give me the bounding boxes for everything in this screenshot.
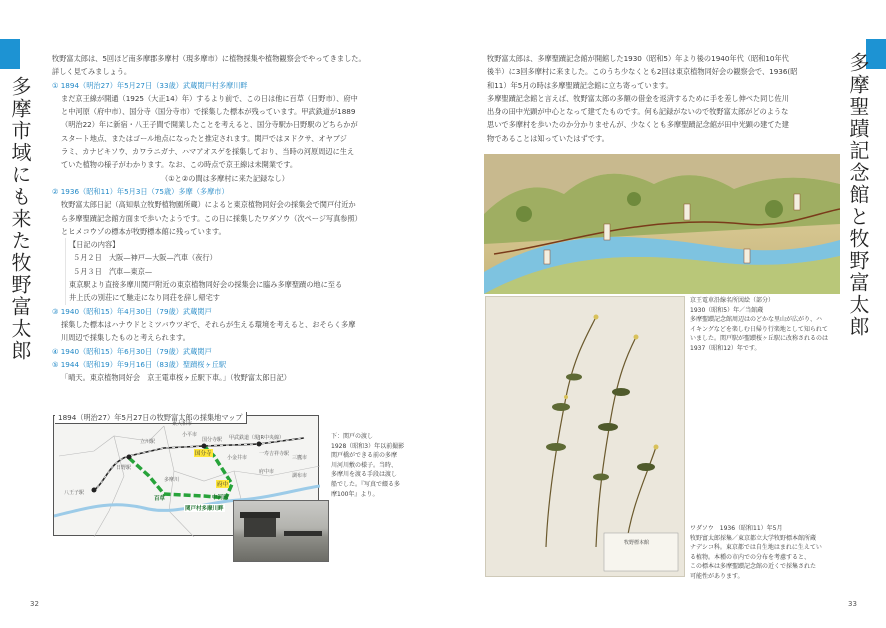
- station-dot: [202, 444, 207, 449]
- specimen-caption-line: る植物。本種の市内での分布を考慮すると、: [690, 553, 811, 561]
- leaf: [612, 388, 630, 396]
- right-page-number: 33: [848, 600, 857, 608]
- visit-1-line: （明治22）年に新宿・八王子間で開業したことを考えると、国分寺駅か日野駅のどちらかが: [61, 120, 358, 130]
- right-page-title: 多摩聖蹟記念館と牧野富太郎: [846, 52, 870, 338]
- specimen-drawing: [486, 297, 686, 578]
- station-dot: [257, 442, 262, 447]
- visit-2-line: ら多摩聖蹟記念館方面まで歩いたようです。この日に採集したワダソウ（次ページ写真参照）: [61, 213, 362, 223]
- photo-caption: [331, 432, 404, 499]
- map-label-koganei: 小金井市: [227, 455, 248, 461]
- visit-1-line: スタート地点、またはゴール地点になったと推定されます。関戸ではヌドクサ、オヤブジ: [61, 133, 347, 143]
- photo-boat: [284, 531, 322, 536]
- map-label-higashiyamato: 東大和市: [172, 421, 193, 427]
- map-label-mitaka: 三鷹市: [292, 455, 308, 461]
- visit-3-line: 採集した標本はハナウドとミツバウツギで、それらが生える環境を考えると、おそらく多摩: [61, 319, 356, 329]
- left-body-text: [52, 52, 412, 384]
- birdseye-drawing: [484, 154, 840, 294]
- right-body-line: 思いで多摩村を歩いたのか分かりませんが、少なくとも多摩聖蹟記念館が田中光顕の建てた建: [487, 120, 789, 130]
- map-label-fuchu-city: 府中市: [259, 469, 275, 475]
- specimen-label-text: 牧野標本館: [624, 540, 650, 546]
- leaf: [593, 474, 609, 481]
- map-label-sekido: 関戸村多摩川畔: [185, 506, 224, 512]
- visit-2-line: とヒメコウゾの標本が牧野標本館に残っています。: [61, 226, 226, 236]
- visit-5-quote: 「晴天。東京植物同好会 京王電車桜ヶ丘駅下車。」（牧野富太郎日記）: [61, 373, 291, 383]
- tree-cluster: [516, 206, 532, 222]
- intro-line-1: 牧野富太郎は、5回ほど南多摩郡多摩村（現多摩市）に植物採集や植物観察会でやってきました。: [52, 54, 366, 63]
- visit-5-heading: ⑤ 1944（昭和19）年9月16日（83歳）聖蹟桜ヶ丘駅: [52, 359, 227, 369]
- visit-gap-note: （①と②の間は多摩村に来た記録なし）: [161, 173, 289, 183]
- map-label-hachioji: 八王子駅: [64, 490, 85, 496]
- right-body-line: 牧野富太郎は、多摩聖蹟記念館が開館した1930（昭和5）年より後の1940年代（昭和10年代: [487, 54, 789, 63]
- station-dot: [92, 488, 97, 493]
- birdseye-caption-line: 1937（昭和12）年です。: [690, 344, 761, 352]
- specimen-caption: [690, 524, 822, 582]
- badge-fuchu: 府中: [217, 482, 229, 488]
- left-page-number: 32: [30, 600, 39, 608]
- map-label-chofu: 調布市: [292, 473, 308, 479]
- birdseye-caption-line: 1930（昭和5）年／当館蔵: [690, 306, 764, 314]
- specimen-caption-line: 牧野富太郎採集／東京都立大学牧野標本館所蔵: [690, 534, 817, 542]
- birdseye-caption-line: イキングなどを楽しむ日帰り行楽地として知られて: [690, 325, 828, 333]
- visit-1-line: ていた植物の様子がわかります。なお、この時点で京王線は未開業です。: [61, 160, 298, 170]
- map-label-mogusa: 百草: [154, 496, 166, 502]
- visit-2-line: 牧野富太郎日記（高知県立牧野植物園所蔵）によると東京植物同好会の採集会で関戸付近か: [61, 200, 356, 210]
- diary-box: [65, 238, 412, 304]
- diary-line: 東京駅より直接多摩川関戸附近の東京植物同好会の採集会に臨み多摩聖蹟の地に至る: [69, 280, 343, 290]
- photo-caption-line: 多摩川を渡る手段は渡し: [331, 471, 398, 479]
- visit-4-heading: ④ 1940（昭和15）年6月30日（79歳）武蔵関戸: [52, 346, 212, 356]
- map-label-river: 多摩川: [164, 477, 180, 483]
- diary-line: ５月２日 大阪—神戸—大阪—汽車（夜行）: [73, 253, 217, 263]
- plant-stem: [546, 317, 596, 547]
- label-tag: [544, 250, 550, 264]
- diary-line: ５月３日 汽車—東京—: [73, 266, 153, 276]
- flower: [564, 395, 568, 399]
- visit-2-heading: ② 1936（昭和11）年5月3日（75歳）多摩（多摩市）: [52, 186, 229, 196]
- birdseye-caption: [690, 296, 828, 354]
- photo-hut-roof: [240, 512, 280, 518]
- map-label-nakagawara: 中河原: [212, 495, 229, 501]
- leaf: [637, 463, 655, 471]
- photo-caption-line: 船でした。『写真で綴る多: [331, 480, 401, 488]
- visit-1-line: ラミ、カナビキソウ、カワラニガナ、ハマアオスゲを採集しており、当時の河原周辺に生え: [61, 147, 355, 157]
- collection-route: [129, 446, 232, 498]
- tree-cluster: [765, 200, 783, 218]
- photo-caption-line: 下：関戸の渡し: [331, 433, 374, 440]
- right-body-line: 出身の田中光顕が中心となって建てたものです。何も記録がないので牧野富太郎がどのような: [487, 107, 789, 117]
- right-body-line: 物であることは知っていたはずです。: [487, 133, 609, 143]
- specimen-caption-line: 可能性があります。: [690, 572, 744, 580]
- map-label-station: 一寿吉祥寺駅: [259, 451, 290, 457]
- map-label-hino: 日野駅: [116, 465, 132, 471]
- birdseye-caption-line: いました。関戸駅が聖蹟桜ヶ丘駅に改称されるのは: [690, 335, 829, 343]
- birdseye-caption-line: 京王電車沿線名所図絵（部分）: [690, 297, 775, 304]
- photo-hut: [244, 517, 276, 537]
- tree-cluster: [627, 192, 641, 206]
- right-body-line: 後半）に3回多摩村に来ました。このうち少なくとも2回は東京植物同好会の観察会で、1936(昭: [487, 67, 798, 77]
- sekido-ferry-photo: [233, 500, 329, 562]
- leaf: [546, 443, 566, 451]
- birdseye-illustration: [484, 154, 840, 294]
- diary-label: 【日記の内容】: [69, 240, 120, 250]
- station-dot: [127, 455, 132, 460]
- photo-caption-line: 摩100年』より。: [331, 490, 379, 498]
- map-label-kodaira: 小平市: [182, 432, 198, 438]
- plant-stem: [596, 337, 636, 547]
- diary-line: 井上氏の別荘にて馳走になり同荘を辞し帰宅す: [69, 293, 220, 303]
- map-title: 1894（明治27）年5月27日の牧野富太郎の採集地マップ: [55, 412, 247, 424]
- map-label-kokubunji-station: 国分寺駅: [202, 437, 223, 443]
- birdseye-caption-line: 多摩聖蹟記念館周辺はのどかな里山が広がり、ハ: [690, 316, 823, 324]
- left-accent-bar: [0, 39, 20, 69]
- visit-1-heading: ① 1894（明治27）年5月27日（33歳）武蔵関戸村多摩川畔: [52, 80, 248, 90]
- visit-1-line: と中河原（府中市）、国分寺（国分寺市）で採集した標本が残っています。甲武鉄道が1889: [61, 107, 356, 117]
- specimen-caption-line: この標本は多摩聖蹟記念館の近くで採集された: [690, 563, 817, 571]
- right-body-text: [487, 52, 839, 145]
- specimen-caption-line: ワダソウ 1936（昭和11）年5月: [690, 525, 783, 532]
- leaf: [552, 403, 570, 411]
- badge-kokubunji: 国分寺: [195, 451, 212, 457]
- map-label-rail: 甲武鉄道（現JR中央線）: [229, 435, 284, 441]
- right-body-line: 和11）年5月の時は多摩聖蹟記念館に立ち寄っています。: [487, 80, 673, 90]
- map-label-tachikawa: 立川駅: [140, 439, 156, 445]
- visit-3-heading: ③ 1940（昭和15）年4月30日（79歳）武蔵関戸: [52, 306, 212, 316]
- visit-1-line: まだ京王線が開通（1925（大正14）年）するより前で、この日は他に百草（日野市）、府中: [61, 93, 358, 103]
- photo-caption-line: 関戸橋ができる前の多摩: [331, 452, 398, 460]
- photo-caption-line: 川河川敷の様子。当時、: [331, 461, 398, 469]
- plant-stem: [626, 447, 656, 547]
- flower: [634, 335, 639, 340]
- wadasou-specimen: [485, 296, 685, 577]
- label-tag: [744, 249, 750, 263]
- label-tag: [684, 204, 690, 220]
- label-tag: [794, 194, 800, 210]
- photo-caption-line: 1928（昭和3）年以前撮影: [331, 442, 405, 450]
- flower: [654, 445, 659, 450]
- leaf: [566, 374, 582, 381]
- leaf: [598, 423, 618, 431]
- intro-line-2: 詳しく見てみましょう。: [52, 67, 132, 77]
- right-body-line: 多摩聖蹟記念館と言えば、牧野富太郎の多額の借金を返済するために手を差し伸べた同じ佐川: [487, 93, 789, 103]
- left-page-title: 多摩市域にも来た牧野富太郎: [8, 76, 32, 362]
- label-tag: [604, 224, 610, 240]
- flower: [594, 315, 599, 320]
- specimen-caption-line: ナデシコ科。東京都では自生地はまれに生えてい: [690, 544, 822, 552]
- visit-3-line: 川周辺で採集したものと考えられます。: [61, 333, 190, 343]
